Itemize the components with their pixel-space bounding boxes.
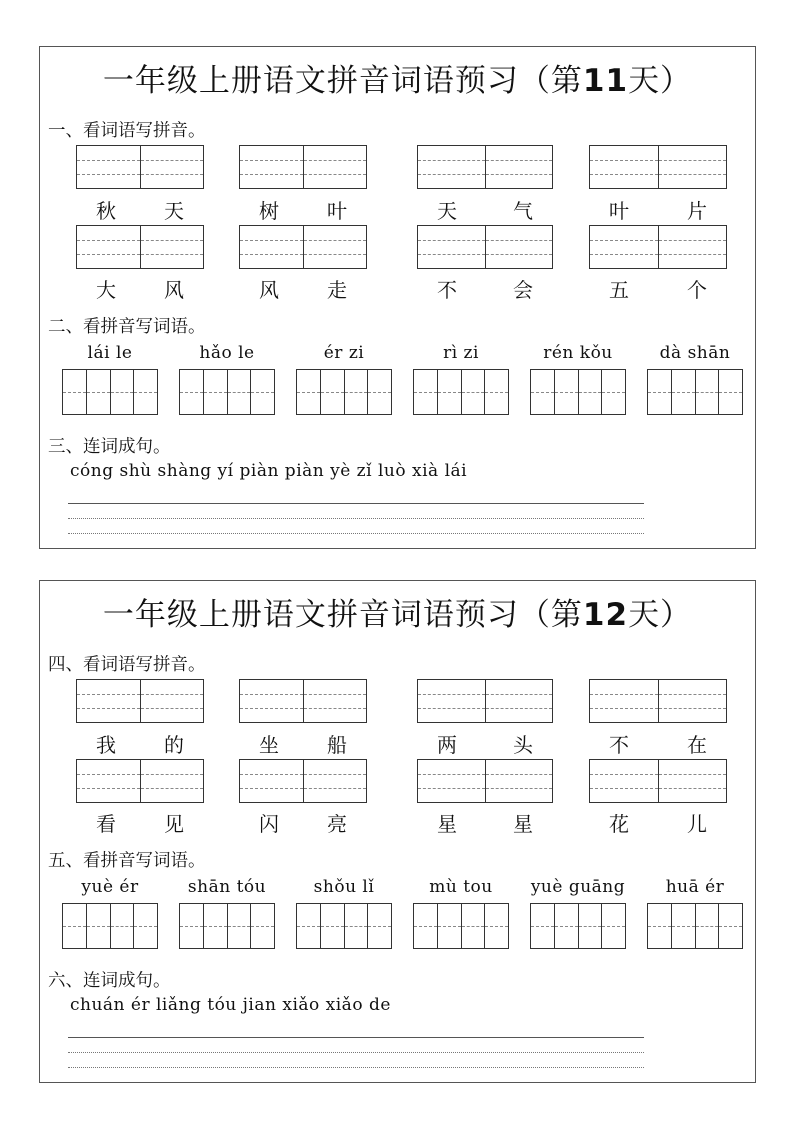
pinyin-writing-box[interactable] <box>76 679 204 723</box>
word: 不 会 <box>437 278 533 302</box>
pinyin-write-row <box>76 225 730 271</box>
character-writing-grid[interactable] <box>530 903 626 949</box>
pinyin-writing-box[interactable] <box>76 759 204 803</box>
word: 叶 片 <box>609 199 707 223</box>
pinyin-writing-box[interactable] <box>589 679 727 723</box>
word: 星 星 <box>437 812 533 836</box>
character-writing-grid[interactable] <box>179 369 275 415</box>
pinyin-prompt: dà shān <box>659 343 731 363</box>
word: 坐 船 <box>259 733 347 757</box>
word-row <box>76 808 730 834</box>
pinyin-writing-box[interactable] <box>589 225 727 269</box>
section-heading: 五、看拼音写词语。 <box>48 851 206 871</box>
character-writing-grid[interactable] <box>62 369 158 415</box>
character-writing-grid[interactable] <box>413 369 509 415</box>
pinyin-prompt: shān tóu <box>187 877 267 897</box>
character-grid-row <box>62 903 752 951</box>
word-row <box>76 274 730 300</box>
pinyin-writing-box[interactable] <box>417 679 553 723</box>
word: 五 个 <box>609 278 707 302</box>
pinyin-prompt: rì zi <box>443 343 479 363</box>
pinyin-writing-box[interactable] <box>417 759 553 803</box>
pinyin-writing-box[interactable] <box>239 679 367 723</box>
word: 闪 亮 <box>259 812 347 836</box>
pinyin-writing-box[interactable] <box>589 145 727 189</box>
word: 我 的 <box>96 733 184 757</box>
page-title: 一年级上册语文拼音词语预习（第12天） <box>102 597 693 633</box>
character-writing-grid[interactable] <box>530 369 626 415</box>
word: 不 在 <box>609 733 707 757</box>
pinyin-writing-box[interactable] <box>589 759 727 803</box>
word: 两 头 <box>437 733 533 757</box>
character-writing-grid[interactable] <box>413 903 509 949</box>
page-title: 一年级上册语文拼音词语预习（第11天） <box>102 63 693 99</box>
word: 花 儿 <box>609 812 707 836</box>
section-heading: 三、连词成句。 <box>48 437 171 457</box>
pinyin-writing-box[interactable] <box>239 225 367 269</box>
pinyin-prompt: yuè guāng <box>530 877 626 897</box>
pinyin-prompt-row <box>62 877 752 901</box>
pinyin-writing-box[interactable] <box>239 145 367 189</box>
word: 风 走 <box>259 278 347 302</box>
character-writing-grid[interactable] <box>647 369 743 415</box>
day-number: 11 <box>582 63 629 99</box>
section-heading: 四、看词语写拼音。 <box>48 655 206 675</box>
pinyin-writing-box[interactable] <box>76 145 204 189</box>
character-grid-row <box>62 369 752 417</box>
pinyin-write-row <box>76 145 730 191</box>
pinyin-prompt-row <box>62 343 752 367</box>
answer-lines[interactable] <box>68 1023 644 1083</box>
pinyin-write-row <box>76 679 730 725</box>
answer-lines[interactable] <box>68 489 644 549</box>
pinyin-prompt: huā ér <box>665 877 725 897</box>
pinyin-prompt: rén kǒu <box>543 343 613 363</box>
pinyin-writing-box[interactable] <box>417 225 553 269</box>
pinyin-writing-box[interactable] <box>417 145 553 189</box>
pinyin-prompt: lái le <box>87 343 133 363</box>
character-writing-grid[interactable] <box>62 903 158 949</box>
pinyin-prompt: yuè ér <box>81 877 139 897</box>
character-writing-grid[interactable] <box>296 369 392 415</box>
word: 大 风 <box>96 278 184 302</box>
pinyin-writing-box[interactable] <box>239 759 367 803</box>
word: 树 叶 <box>259 199 347 223</box>
word-row <box>76 195 730 221</box>
section-heading: 二、看拼音写词语。 <box>48 317 206 337</box>
word: 秋 天 <box>96 199 184 223</box>
pinyin-write-row <box>76 759 730 805</box>
section-heading: 六、连词成句。 <box>48 971 171 991</box>
sentence-pinyin: cóng shù shàng yí piàn piàn yè zǐ luò xià lái <box>70 461 468 481</box>
word-row <box>76 729 730 755</box>
pinyin-prompt: shǒu lǐ <box>313 877 375 897</box>
worksheet-day-11 <box>39 46 756 549</box>
pinyin-prompt: mù tou <box>429 877 493 897</box>
character-writing-grid[interactable] <box>296 903 392 949</box>
section-heading: 一、看词语写拼音。 <box>48 121 206 141</box>
pinyin-writing-box[interactable] <box>76 225 204 269</box>
day-number: 12 <box>582 597 629 633</box>
word: 天 气 <box>437 199 533 223</box>
pinyin-prompt: hǎo le <box>199 343 255 363</box>
word: 看 见 <box>96 812 184 836</box>
worksheet-day-12 <box>39 580 756 1083</box>
character-writing-grid[interactable] <box>647 903 743 949</box>
pinyin-prompt: ér zi <box>323 343 365 363</box>
sentence-pinyin: chuán ér liǎng tóu jian xiǎo xiǎo de <box>70 995 391 1015</box>
character-writing-grid[interactable] <box>179 903 275 949</box>
